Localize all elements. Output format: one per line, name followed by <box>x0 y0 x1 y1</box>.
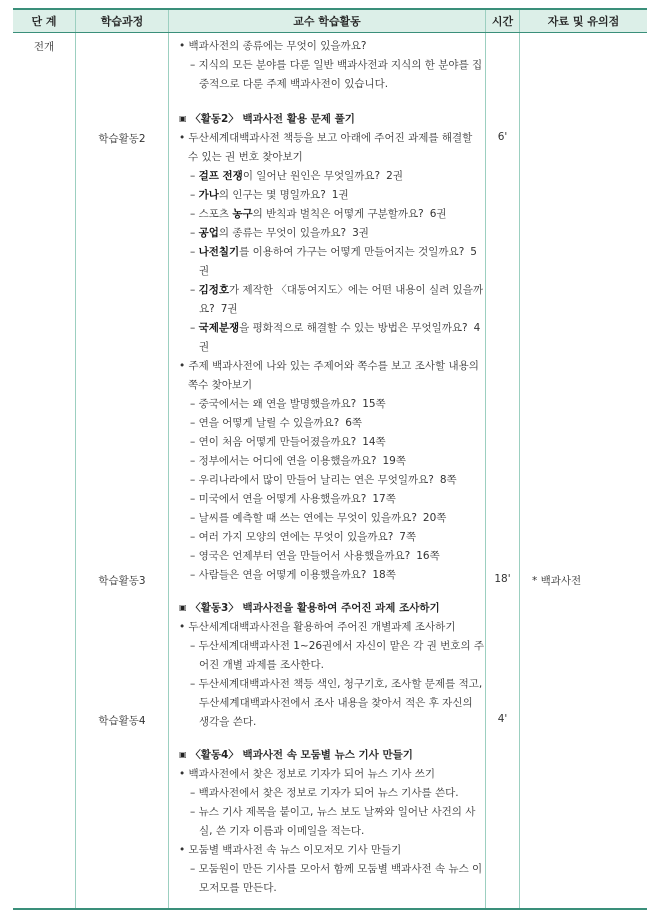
question-answer: 7쪽 <box>399 531 417 543</box>
question-text: 연이 처음 어떻게 만들어졌을까요? <box>198 436 357 448</box>
step4-dash3: – 모둠원이 만든 기사를 모아서 함께 모둠별 백과사전 속 뉴스 이모저모를 만든다. <box>190 863 483 894</box>
question-item: – 연을 어떻게 날릴 수 있을까요? 6쪽 <box>190 417 363 429</box>
question-text: 의 인구는 몇 명일까요? <box>218 189 326 201</box>
time-step3: 18' <box>494 573 511 585</box>
step4-bullet1: • 백과사전에서 찾은 정보로 기자가 되어 뉴스 기사 쓰기 <box>179 768 436 780</box>
material-step3: * 백과사전 <box>532 575 582 587</box>
activity-title <box>179 110 485 129</box>
question-answer: 14쪽 <box>362 436 386 448</box>
question-item: – 정부에서는 어디에 연을 이용했을까요? 19쪽 <box>190 455 406 467</box>
question-text: 이 일어난 원인은 무엇일까요? <box>242 170 381 182</box>
question-answer: 18쪽 <box>372 569 396 581</box>
question-item: – 여러 가지 모양의 연에는 무엇이 있을까요? 7쪽 <box>190 531 417 543</box>
question-item: – 영국은 언제부터 연을 만들어서 사용했을까요? 16쪽 <box>190 550 440 562</box>
step2-bullet1: • 두산세계대백과사전 책등을 보고 아래에 주어진 과제를 해결할 수 있는 권 번호 찾아보기 <box>179 132 473 163</box>
question-text: 연을 어떻게 날릴 수 있을까요? <box>198 417 340 429</box>
question-answer: 20쪽 <box>422 512 447 524</box>
lesson-plan-table <box>13 8 647 910</box>
course-step3: 학습활동3 <box>98 575 146 587</box>
header-course: 학습과정 <box>76 9 169 33</box>
header-time: 시간 <box>486 9 520 33</box>
question-item: – 우리나라에서 많이 만들어 날리는 연은 무엇일까요? 8쪽 <box>190 474 457 486</box>
question-item: – 날씨를 예측할 때 쓰는 연에는 무엇이 있을까요? 20쪽 <box>190 512 447 524</box>
question-keyword: 농구 <box>232 208 253 220</box>
question-answer: 17쪽 <box>372 493 396 505</box>
square-bullet-icon: ▣ <box>179 750 187 759</box>
question-keyword: 김정호 <box>198 284 230 296</box>
question-text: 사람들은 연을 어떻게 이용했을까요? <box>198 569 367 581</box>
question-text: 여러 가지 모양의 연에는 무엇이 있을까요? <box>198 531 394 543</box>
question-answer: 2권 <box>386 170 403 182</box>
time-step4: 4' <box>497 713 508 725</box>
course-step2: 학습활동2 <box>98 133 146 145</box>
question-answer: 5권 <box>199 246 477 277</box>
question-keyword: 공업 <box>198 227 219 239</box>
question-item: – 김정호가 제작한 〈대동여지도〉에는 어떤 내용이 실려 있을까요? 7권 <box>190 284 484 315</box>
question-text: 정부에서는 어디에 연을 이용했을까요? <box>198 455 377 467</box>
question-text: 미국에서 연을 어떻게 사용했을까요? <box>198 493 367 505</box>
question-text: 영국은 언제부터 연을 만들어서 사용했을까요? <box>198 550 411 562</box>
question-answer: 3권 <box>352 227 369 239</box>
header-materials: 자료 및 유의점 <box>520 9 648 33</box>
activity-title-text: 〈활동2〉 백과사전 활용 문제 풀기 <box>190 113 355 125</box>
question-keyword: 걸프 전쟁 <box>198 170 243 182</box>
question-item: – 공업의 종류는 무엇이 있을까요? 3권 <box>190 227 369 239</box>
intro-bullet: • 백과사전의 종류에는 무엇이 있을까요? <box>179 40 367 52</box>
question-answer: 6권 <box>429 208 447 220</box>
question-text: 가 제작한 〈대동여지도〉에는 어떤 내용이 실려 있을까요? <box>199 284 484 315</box>
course-cell <box>76 33 169 910</box>
activity-cell <box>169 33 486 910</box>
activity-title <box>179 746 485 765</box>
question-answer: 16쪽 <box>416 550 440 562</box>
question-keyword: 국제분쟁 <box>198 322 240 334</box>
question-answer: 4권 <box>199 322 481 353</box>
step3-dash2: – 두산세계대백과사전 책등 색인, 청구기호, 조사할 문제를 적고, 두산세계대백과사전에서 조사 내용을 찾아서 적은 후 자신의 생각을 쓴다. <box>190 678 483 728</box>
step2-block <box>179 110 485 585</box>
question-keyword: 가나 <box>198 189 219 201</box>
question-keyword: 나전칠기 <box>198 246 240 258</box>
time-cell <box>486 33 520 910</box>
step2-bullet2: • 주제 백과사전에 나와 있는 주제어와 쪽수를 보고 조사할 내용의 쪽수 찾아보기 <box>179 360 479 391</box>
question-item: – 걸프 전쟁이 일어난 원인은 무엇일까요? 2권 <box>190 170 403 182</box>
question-text: 를 이용하여 가구는 어떻게 만들어지는 것일까요? <box>239 246 465 258</box>
step3-block <box>179 599 485 732</box>
question-answer: 8쪽 <box>439 474 457 486</box>
question-text: 을 평화적으로 해결할 수 있는 방법은 무엇일까요? <box>239 322 468 334</box>
header-activity: 교수 학습활동 <box>169 9 486 33</box>
question-item: – 미국에서 연을 어떻게 사용했을까요? 17쪽 <box>190 493 396 505</box>
question-item: – 중국에서는 왜 연을 발명했을까요? 15쪽 <box>190 398 386 410</box>
question-text: 의 반칙과 벌칙은 어떻게 구분할까요? <box>252 208 424 220</box>
question-answer: 1권 <box>331 189 349 201</box>
step4-dash1: – 백과사전에서 찾은 정보로 기자가 되어 뉴스 기사를 쓴다. <box>190 787 459 799</box>
header-row <box>13 9 647 33</box>
step4-bullet2: • 모둠별 백과사전 속 뉴스 이모저모 기사 만들기 <box>179 844 402 856</box>
question-prefix: 스포츠 <box>198 208 233 220</box>
square-bullet-icon: ▣ <box>179 114 187 123</box>
question-answer: 15쪽 <box>362 398 386 410</box>
step4-block <box>179 746 485 898</box>
question-item: – 가나의 인구는 몇 명일까요? 1권 <box>190 189 349 201</box>
question-item: – 사람들은 연을 어떻게 이용했을까요? 18쪽 <box>190 569 396 581</box>
question-text: 중국에서는 왜 연을 발명했을까요? <box>198 398 357 410</box>
intro-dash: – 지식의 모든 분야를 다룬 일반 백과사전과 지식의 한 분야를 집중적으로 다룬 주제 백과사전이 있습니다. <box>190 59 483 90</box>
activity-title-text: 〈활동3〉 백과사전을 활용하여 주어진 과제 조사하기 <box>190 602 440 614</box>
question-item: – 스포츠 농구의 반칙과 벌칙은 어떻게 구분할까요? 6권 <box>190 208 447 220</box>
question-text: 의 종류는 무엇이 있을까요? <box>218 227 347 239</box>
question-answer: 7권 <box>220 303 238 315</box>
stage-label: 전개 <box>33 41 55 53</box>
square-bullet-icon: ▣ <box>179 603 187 612</box>
activity-title-text: 〈활동4〉 백과사전 속 모둠별 뉴스 기사 만들기 <box>190 749 413 761</box>
intro-block <box>179 37 485 94</box>
step3-dash1: – 두산세계대백과사전 1~26권에서 자신이 맡은 각 권 번호의 주어진 개별 과제를 조사한다. <box>190 640 485 671</box>
stage-cell <box>13 33 76 910</box>
step4-dash2: – 뉴스 기사 제목을 붙이고, 뉴스 보도 날짜와 일어난 사건의 사실, 쓴 기자 이름과 이메일을 적는다. <box>190 806 476 837</box>
time-step2: 6' <box>497 131 508 143</box>
question-item: – 연이 처음 어떻게 만들어졌을까요? 14쪽 <box>190 436 386 448</box>
materials-cell <box>520 33 648 910</box>
question-item: – 나전칠기를 이용하여 가구는 어떻게 만들어지는 것일까요? 5권 <box>190 246 477 277</box>
question-text: 우리나라에서 많이 만들어 날리는 연은 무엇일까요? <box>198 474 434 486</box>
question-item: – 국제분쟁을 평화적으로 해결할 수 있는 방법은 무엇일까요? 4권 <box>190 322 481 353</box>
course-step4: 학습활동4 <box>98 715 146 727</box>
question-answer: 19쪽 <box>382 455 406 467</box>
step3-bullet: • 두산세계대백과사전을 활용하여 주어진 개별과제 조사하기 <box>179 621 456 633</box>
question-text: 날씨를 예측할 때 쓰는 연에는 무엇이 있을까요? <box>198 512 417 524</box>
question-answer: 6쪽 <box>345 417 363 429</box>
header-stage: 단 계 <box>13 9 76 33</box>
activity-title <box>179 599 485 618</box>
body-row <box>13 33 647 910</box>
